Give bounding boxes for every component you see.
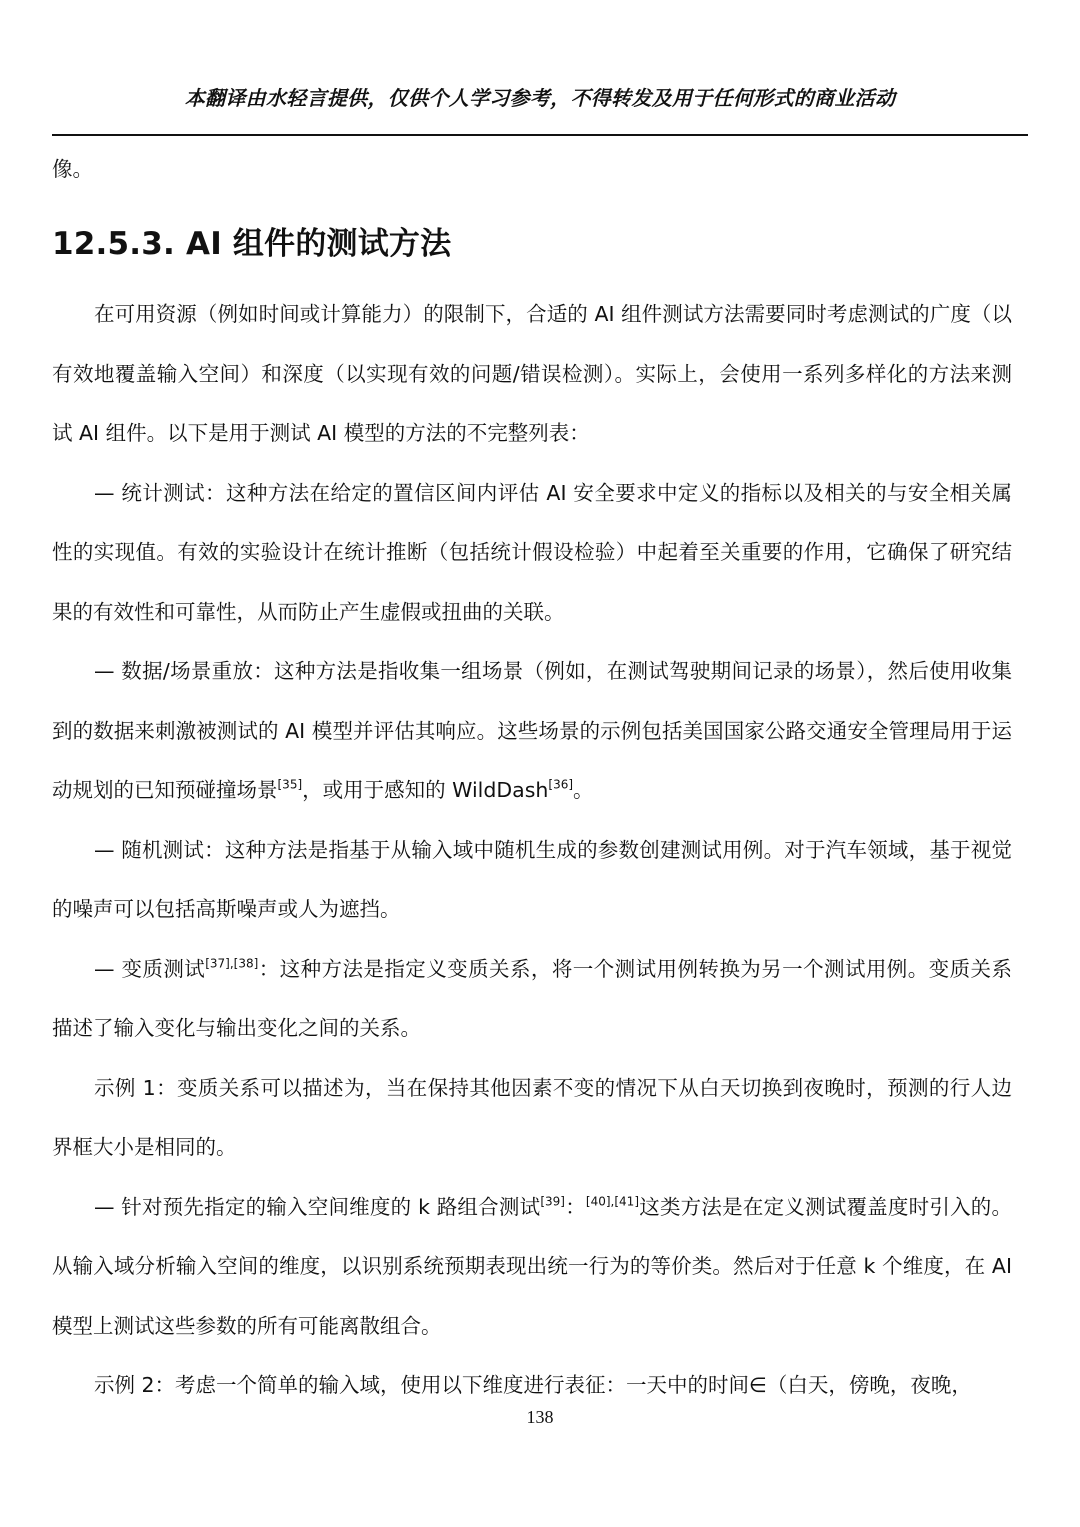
replay-text-b: ，或用于感知的 WildDash [302, 778, 549, 802]
metamorphic-text-a: — 变质测试 [94, 956, 206, 981]
header-divider [52, 134, 1028, 136]
paragraph-example-2: 示例 2：考虑一个简单的输入域，使用以下维度进行表征：一天中的时间∈（白天，傍晚，夜晚， [94, 1373, 972, 1397]
kway-text-a: — 针对预先指定的输入空间维度的 k 路组合测试 [94, 1194, 541, 1219]
body-text [52, 285, 1012, 1416]
citation-37-38: [37],[38] [205, 956, 259, 971]
paragraph-k-way-testing [52, 1178, 1012, 1357]
header-disclaimer: 本翻译由水轻言提供，仅供个人学习参考，不得转发及用于任何形式的商业活动 [184, 86, 896, 110]
kway-text-c: 这类方法是在定义测试覆盖度时引入的。从输入域分析输入空间的维度，以识别系统预期表现出统一行为的等价类。然后对于任意 k 个维度，在 AI 模型上测试这些参数的所有可能离散组合。 [52, 1194, 1013, 1338]
paragraph-statistical-testing: — 统计测试：这种方法在给定的置信区间内评估 AI 安全要求中定义的指标以及相关的与安全相关属性的实现值。有效的实验设计在统计推断（包括统计假设检验）中起着至关重要的作用，它确保了研究结果的有效性和可靠性，从而防止产生虚假或扭曲的关联。 [52, 480, 1012, 624]
paragraph-intro: 在可用资源（例如时间或计算能力）的限制下，合适的 AI 组件测试方法需要同时考虑测试的广度（以有效地覆盖输入空间）和深度（以实现有效的问题/错误检测）。实际上，会使用一系列多样化的方法来测试 AI 组件。以下是用于测试 AI 模型的方法的不完整列表： [52, 302, 1012, 445]
paragraph-random-testing: — 随机测试：这种方法是指基于从输入域中随机生成的参数创建测试用例。对于汽车领域，基于视觉的噪声可以包括高斯噪声或人为遮挡。 [52, 837, 1012, 921]
metamorphic-text-b: ：这种方法是指定义变质关系，将一个测试用例转换为另一个测试用例。变质关系描述了输入变化与输出变化之间的关系。 [52, 956, 1012, 1040]
citation-36: [36] [548, 777, 574, 792]
replay-text-c: 。 [573, 778, 594, 802]
page-number: 138 [526, 1407, 554, 1427]
citation-39: [39] [540, 1194, 565, 1209]
kway-text-b: ： [564, 1194, 586, 1219]
citation-40-41: [40],[41] [585, 1194, 640, 1209]
replay-text-a: — 数据/场景重放：这种方法是指收集一组场景（例如，在测试驾驶期间记录的场景），然后使用收集到的数据来刺激被测试的 AI 模型并评估其响应。这些场景的示例包括美国国家公路交通安全管理局用于运动规划的已知预碰撞场景 [52, 659, 1012, 802]
continued-text: 像。 [52, 157, 93, 181]
paragraph-metamorphic-testing [52, 940, 1012, 1059]
paragraph-example-1: 示例 1：变质关系可以描述为，当在保持其他因素不变的情况下从白天切换到夜晚时，预测的行人边界框大小是相同的。 [52, 1075, 1012, 1159]
section-heading: 12.5.3. AI 组件的测试方法 [52, 226, 452, 262]
citation-35: [35] [277, 777, 303, 792]
paragraph-data-replay [52, 642, 1012, 821]
